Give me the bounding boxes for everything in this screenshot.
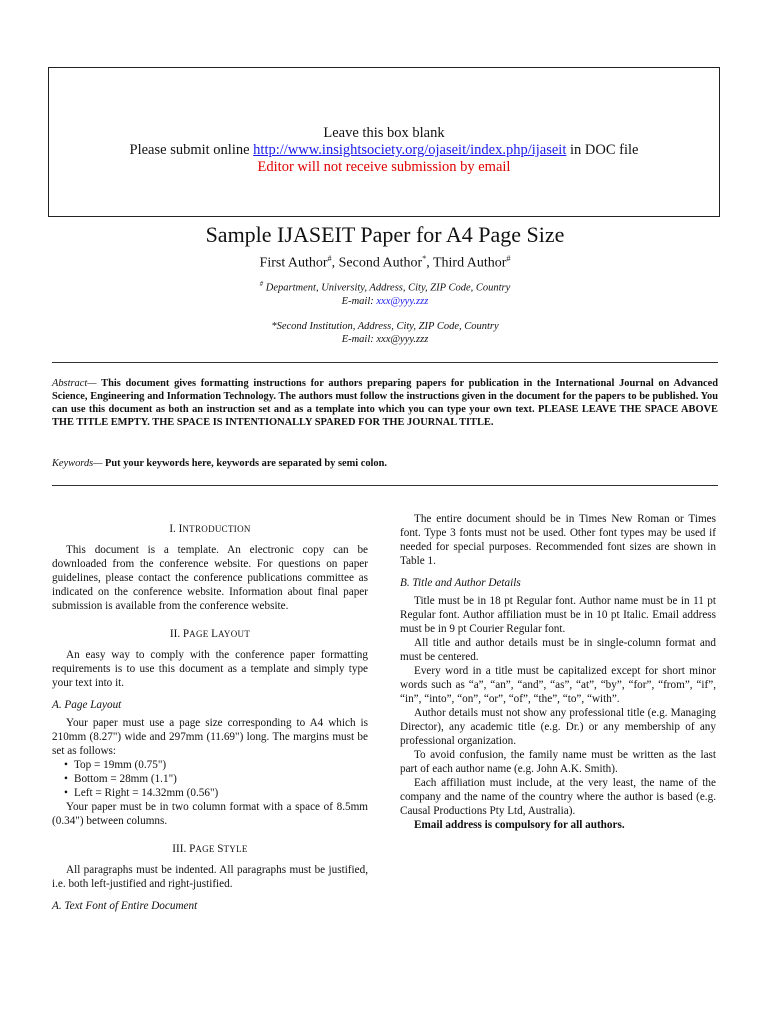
abstract: Abstract— This document gives formatting instructions for authors preparing papers for publication in the International Journal on Advanced Science, Engineering and Information Technology. The authors must follow the instructions given in the document for the papers to be published. You can use this document as both an instruction set and as a template into which you can type your own text. PLEASE LEAVE THE SPACE ABOVE THE TITLE EMPTY. THE SPACE IS INTENTIONALLY SPARED FOR THE JOURNAL TITLE. [52, 378, 718, 429]
paragraph: Your paper must use a page size corresponding to A4 which is 210mm (8.27") wide and 297mm (11.69") long. The margins must be set as follows: [52, 717, 368, 757]
author-list: First Author#, Second Author*, Third Author# [259, 254, 511, 271]
margin-list [52, 758, 368, 800]
paragraph: The entire document should be in Times New Roman or Times font. Type 3 fonts must not be used. Other font types may be used if needed for special purposes. Recommended font sizes are shown in Table 1. [400, 513, 716, 567]
box-line-1: Leave this box blank [323, 125, 445, 141]
paragraph: Author details must not show any professional title (e.g. Managing Director), any academic title (e.g. Dr.) or any membership of any professional organization. [400, 707, 716, 747]
paragraph: All title and author details must be in single-column format and must be centered. [400, 637, 716, 663]
subsection-heading: A. Page Layout [52, 699, 122, 711]
paragraph: Email address is compulsory for all authors. [414, 819, 625, 831]
paragraph: This document is a template. An electronic copy can be downloaded from the conference website. For questions on paper guidelines, please contact the conference publications committee as indicated on the conference website. Information about final paper submission is available from the conference website. [52, 544, 368, 612]
divider-top [52, 362, 718, 363]
email-link-1[interactable]: xxx@yyy.zzz [376, 295, 429, 307]
divider-bottom [52, 485, 718, 486]
list-item: • Left = Right = 14.32mm (0.56") [74, 786, 368, 800]
keywords: Keywords— Put your keywords here, keywords are separated by semi colon. [52, 458, 388, 469]
paragraph: Every word in a title must be capitalized except for short minor words such as “a”, “an”, “and”, “as”, “at”, “by”, “for”, “from”, “if”, “in”, “into”, “on”, “or”, “of”, “the”, “to”, “with”. [400, 665, 716, 705]
box-line-3: Editor will not receive submission by email [257, 159, 511, 175]
paragraph: Your paper must be in two column format with a space of 8.5mm (0.34") between columns. [52, 801, 368, 827]
reserved-title-box [48, 67, 720, 217]
list-item: • Bottom = 28mm (1.1") [74, 772, 368, 786]
box-line-2: Please submit online http://www.insightsociety.org/ojaseit/index.php/ijaseit in DOC file [129, 142, 639, 158]
section-introduction-heading: I. INTRODUCTION [169, 523, 251, 535]
affiliation-2: *Second Institution, Address, City, ZIP Code, Country E-mail: xxx@yyy.zzz [271, 321, 499, 345]
affiliation-1: # Department, University, Address, City, ZIP Code, Country E-mail: xxx@yyy.zzz [259, 280, 511, 307]
subsection-heading: A. Text Font of Entire Document [52, 900, 198, 912]
paragraph: An easy way to comply with the conference paper formatting requirements is to use this document as a template and simply type your text into it. [52, 649, 368, 689]
paragraph: Each affiliation must include, at the very least, the name of the company and the name of the country where the author is based (e.g. Causal Productions Pty Ltd, Australia). [400, 777, 716, 817]
subsection-heading: B. Title and Author Details [400, 577, 521, 589]
paper-title: Sample IJASEIT Paper for A4 Page Size [205, 222, 565, 247]
list-item: • Top = 19mm (0.75") [74, 758, 368, 772]
left-column [52, 512, 368, 917]
right-column [400, 512, 716, 832]
section-page-style-heading: III. PAGE STYLE [172, 843, 248, 855]
section-page-layout-heading: II. PAGE LAYOUT [169, 628, 251, 640]
paragraph: All paragraphs must be indented. All paragraphs must be justified, i.e. both left-justified and right-justified. [52, 864, 368, 890]
submission-link[interactable]: http://www.insightsociety.org/ojaseit/index.php/ijaseit [253, 142, 567, 158]
paragraph: To avoid confusion, the family name must be written as the last part of each author name (e.g. John A.K. Smith). [400, 749, 716, 775]
paragraph: Title must be in 18 pt Regular font. Author name must be in 11 pt Regular font. Author affiliation must be in 10 pt Italic. Email address must be in 9 pt Courier Regular font. [400, 595, 716, 635]
